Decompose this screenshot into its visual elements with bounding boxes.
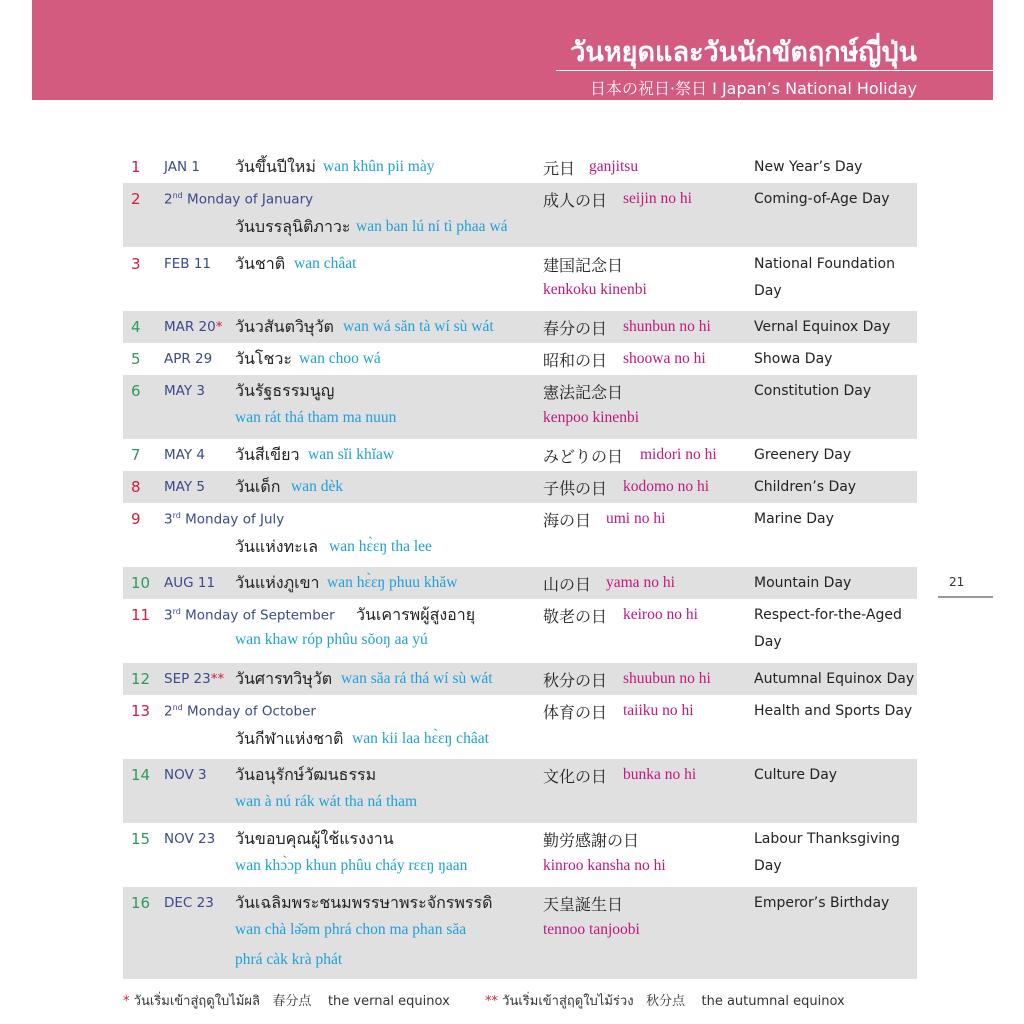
thai-romanization: wan wá săn tà wí sù wát: [343, 318, 494, 335]
japanese-name: 文化の日: [543, 767, 608, 786]
english-name: Emperor’s Birthday: [754, 895, 890, 911]
row-number: 13: [131, 702, 151, 720]
footnote-thai: วันเริ่มเข้าสู่ฤดูใบไม้ผลิ: [133, 994, 260, 1009]
japanese-name: 元日: [543, 159, 576, 178]
japanese-name: 秋分の日: [543, 671, 608, 690]
table-row: [123, 599, 917, 663]
row-date: 2nd Monday of October: [164, 703, 316, 720]
thai-romanization: wan dèk: [291, 478, 344, 495]
table-row: [123, 695, 917, 759]
table-row: [123, 439, 917, 471]
thai-name: วันโชวะ: [235, 349, 292, 368]
thai-name: วันเด็ก: [235, 477, 281, 496]
japanese-name: 勤労感謝の日: [543, 831, 640, 850]
thai-name: วันสีเขียว: [235, 445, 300, 464]
thai-romanization: wan săa rá thá wí sù wát: [341, 670, 493, 687]
thai-name: วันรัฐธรรมนูญ: [235, 381, 335, 400]
thai-romanization: wan khûn pii mày: [323, 158, 435, 175]
thai-name: วันขึ้นปีใหม่: [235, 157, 316, 176]
row-date: MAY 4: [164, 447, 205, 463]
thai-name: วันศารทวิษุวัต: [235, 669, 333, 688]
japanese-romanization: umi no hi: [606, 510, 666, 527]
japanese-name: 体育の日: [543, 703, 608, 722]
english-name-continued: Day: [754, 634, 782, 650]
thai-name: วันวสันตวิษุวัต: [235, 317, 334, 336]
japanese-name: 子供の日: [543, 479, 608, 498]
english-name: Greenery Day: [754, 447, 852, 463]
thai-name: วันกีฬาแห่งชาติ: [235, 729, 344, 748]
row-number: 5: [131, 350, 141, 368]
row-number: 12: [131, 670, 151, 688]
row-date: 3rd Monday of July: [164, 511, 285, 528]
row-number: 14: [131, 766, 151, 784]
english-name: Culture Day: [754, 767, 838, 783]
footnote-marker: **: [210, 671, 225, 687]
header-banner: [32, 0, 993, 100]
row-number: 4: [131, 318, 141, 336]
row-date: FEB 11: [164, 256, 212, 272]
table-row: [123, 247, 917, 311]
table-row: [123, 471, 917, 503]
thai-romanization: wan à nú rák wát tha ná tham: [235, 793, 418, 810]
english-name: Autumnal Equinox Day: [754, 671, 915, 687]
english-name: Labour Thanksgiving: [754, 831, 900, 847]
japanese-romanization: yama no hi: [606, 574, 675, 591]
row-number: 15: [131, 830, 151, 848]
japanese-romanization: shoowa no hi: [623, 350, 706, 367]
japanese-name: 昭和の日: [543, 351, 608, 370]
japanese-romanization: kenkoku kinenbi: [543, 281, 647, 298]
table-row: [123, 311, 917, 343]
japanese-romanization: bunka no hi: [623, 766, 697, 783]
holiday-table: [123, 151, 917, 979]
row-date: MAR 20*: [164, 319, 223, 335]
japanese-name: 天皇誕生日: [543, 895, 624, 914]
english-name-continued: Day: [754, 283, 782, 299]
thai-name: วันอนุรักษ์วัฒนธรรม: [235, 765, 377, 784]
row-number: 3: [131, 255, 141, 273]
footnote-marker: *: [215, 319, 223, 335]
row-date: 2nd Monday of January: [164, 191, 314, 208]
japanese-romanization: taiiku no hi: [623, 702, 694, 719]
table-row: [123, 151, 917, 183]
japanese-name: みどりの日: [543, 447, 624, 466]
table-row: [123, 343, 917, 375]
row-number: 6: [131, 382, 141, 400]
thai-romanization: wan khɔ̀ɔp khun phûu cháy rɛɛŋ ŋaan: [235, 857, 468, 874]
japanese-romanization: ganjitsu: [589, 158, 639, 175]
table-row: [123, 567, 917, 599]
table-row: [123, 759, 917, 823]
footnote-marker: *: [123, 994, 130, 1009]
thai-name: วันแห่งทะเล: [235, 537, 319, 556]
row-date: MAY 3: [164, 383, 205, 399]
japanese-name: 憲法記念日: [543, 383, 624, 402]
english-name: Marine Day: [754, 511, 834, 527]
thai-name: วันเฉลิมพระชนมพรรษาพระจักรพรรดิ: [235, 893, 493, 912]
english-name: Vernal Equinox Day: [754, 319, 891, 335]
japanese-name: 海の日: [543, 511, 592, 530]
table-row: [123, 183, 917, 247]
japanese-name: 春分の日: [543, 319, 608, 338]
english-name: Constitution Day: [754, 383, 872, 399]
thai-romanization: wan sĭi khĭaw: [308, 446, 395, 463]
thai-romanization: wan khaw róp phûu sŏoŋ aa yú: [235, 631, 428, 648]
japanese-romanization: midori no hi: [640, 446, 717, 463]
english-name: Mountain Day: [754, 575, 852, 591]
title-divider: [556, 70, 993, 71]
japanese-name: 建国記念日: [543, 256, 624, 275]
row-date: JAN 1: [164, 159, 200, 175]
row-number: 2: [131, 190, 141, 208]
row-date: DEC 23: [164, 895, 214, 911]
thai-romanization: wan rát thá tham ma nuun: [235, 409, 397, 426]
row-number: 16: [131, 894, 151, 912]
japanese-romanization: shunbun no hi: [623, 318, 711, 335]
thai-name: วันชาติ: [235, 254, 286, 273]
row-date: NOV 3: [164, 767, 207, 783]
japanese-romanization: kinroo kansha no hi: [543, 857, 666, 874]
thai-name: วันบรรลุนิติภาวะ: [235, 217, 351, 236]
table-row: [123, 503, 917, 567]
thai-name: วันแห่งภูเขา: [235, 573, 320, 592]
english-name-continued: Day: [754, 858, 782, 874]
english-name: Coming-of-Age Day: [754, 191, 890, 207]
table-row: [123, 887, 917, 979]
japanese-romanization: tennoo tanjoobi: [543, 921, 640, 938]
thai-romanization: wan ban lú ní tì phaa wá: [356, 218, 508, 235]
row-date: SEP 23**: [164, 671, 225, 687]
english-name: Respect-for-the-Aged: [754, 607, 902, 623]
page-title: วันหยุดและวันนักขัตฤกษ์ญี่ปุ่น: [570, 37, 917, 68]
thai-romanization: wan hɛ̀ɛŋ tha lee: [329, 538, 432, 555]
table-row: [123, 823, 917, 887]
footnote-thai: วันเริ่มเข้าสู่ฤดูใบไม้ร่วง: [502, 994, 634, 1009]
thai-romanization: wan hɛ̀ɛŋ phuu khăw: [327, 574, 458, 591]
page-subtitle: 日本の祝日·祭日 I Japan’s National Holiday: [589, 79, 917, 98]
row-number: 7: [131, 446, 141, 464]
table-row: [123, 375, 917, 439]
row-date: APR 29: [164, 351, 213, 367]
japanese-romanization: seijin no hi: [623, 190, 692, 207]
english-name: Children’s Day: [754, 479, 857, 495]
japanese-name: 敬老の日: [543, 607, 608, 626]
row-number: 9: [131, 510, 141, 528]
footnote-vernal: [123, 990, 450, 1011]
row-date: AUG 11: [164, 575, 216, 591]
thai-romanization: wan choo wá: [299, 350, 381, 367]
english-name: National Foundation: [754, 256, 895, 272]
table-row: [123, 663, 917, 695]
row-number: 1: [131, 158, 141, 176]
footnote-japanese: 秋分点: [645, 994, 685, 1009]
thai-romanization-continued: phrá càk krà phát: [235, 951, 343, 968]
footnote-marker: **: [485, 994, 498, 1009]
row-date: MAY 5: [164, 479, 205, 495]
thai-romanization: wan chà lə̌əm phrá chon ma phan săa: [235, 921, 467, 938]
page-number: 21: [949, 575, 965, 589]
row-date: 3rd Monday of September: [164, 607, 335, 624]
footnote-japanese: 春分点: [272, 994, 312, 1009]
footnote-english: the autumnal equinox: [701, 994, 845, 1009]
thai-romanization: wan kii laa hɛ̀ɛŋ châat: [352, 730, 489, 747]
english-name: Health and Sports Day: [754, 703, 913, 719]
japanese-romanization: keiroo no hi: [623, 606, 698, 623]
row-number: 10: [131, 574, 151, 592]
thai-name: วันขอบคุณผู้ใช้แรงงาน: [235, 829, 394, 848]
thai-name: วันเคารพผู้สูงอายุ: [356, 605, 476, 624]
japanese-name: 成人の日: [543, 191, 608, 210]
row-number: 8: [131, 478, 141, 496]
row-number: 11: [131, 606, 151, 624]
japanese-romanization: shuubun no hi: [623, 670, 711, 687]
page-number-rule: [938, 596, 993, 598]
row-date: NOV 23: [164, 831, 216, 847]
footnote-english: the vernal equinox: [327, 994, 450, 1009]
footnote-autumnal: [485, 990, 845, 1011]
japanese-romanization: kenpoo kinenbi: [543, 409, 639, 426]
japanese-romanization: kodomo no hi: [623, 478, 710, 495]
english-name: New Year’s Day: [754, 159, 863, 175]
thai-romanization: wan châat: [294, 255, 357, 272]
english-name: Showa Day: [754, 351, 833, 367]
japanese-name: 山の日: [543, 575, 592, 594]
